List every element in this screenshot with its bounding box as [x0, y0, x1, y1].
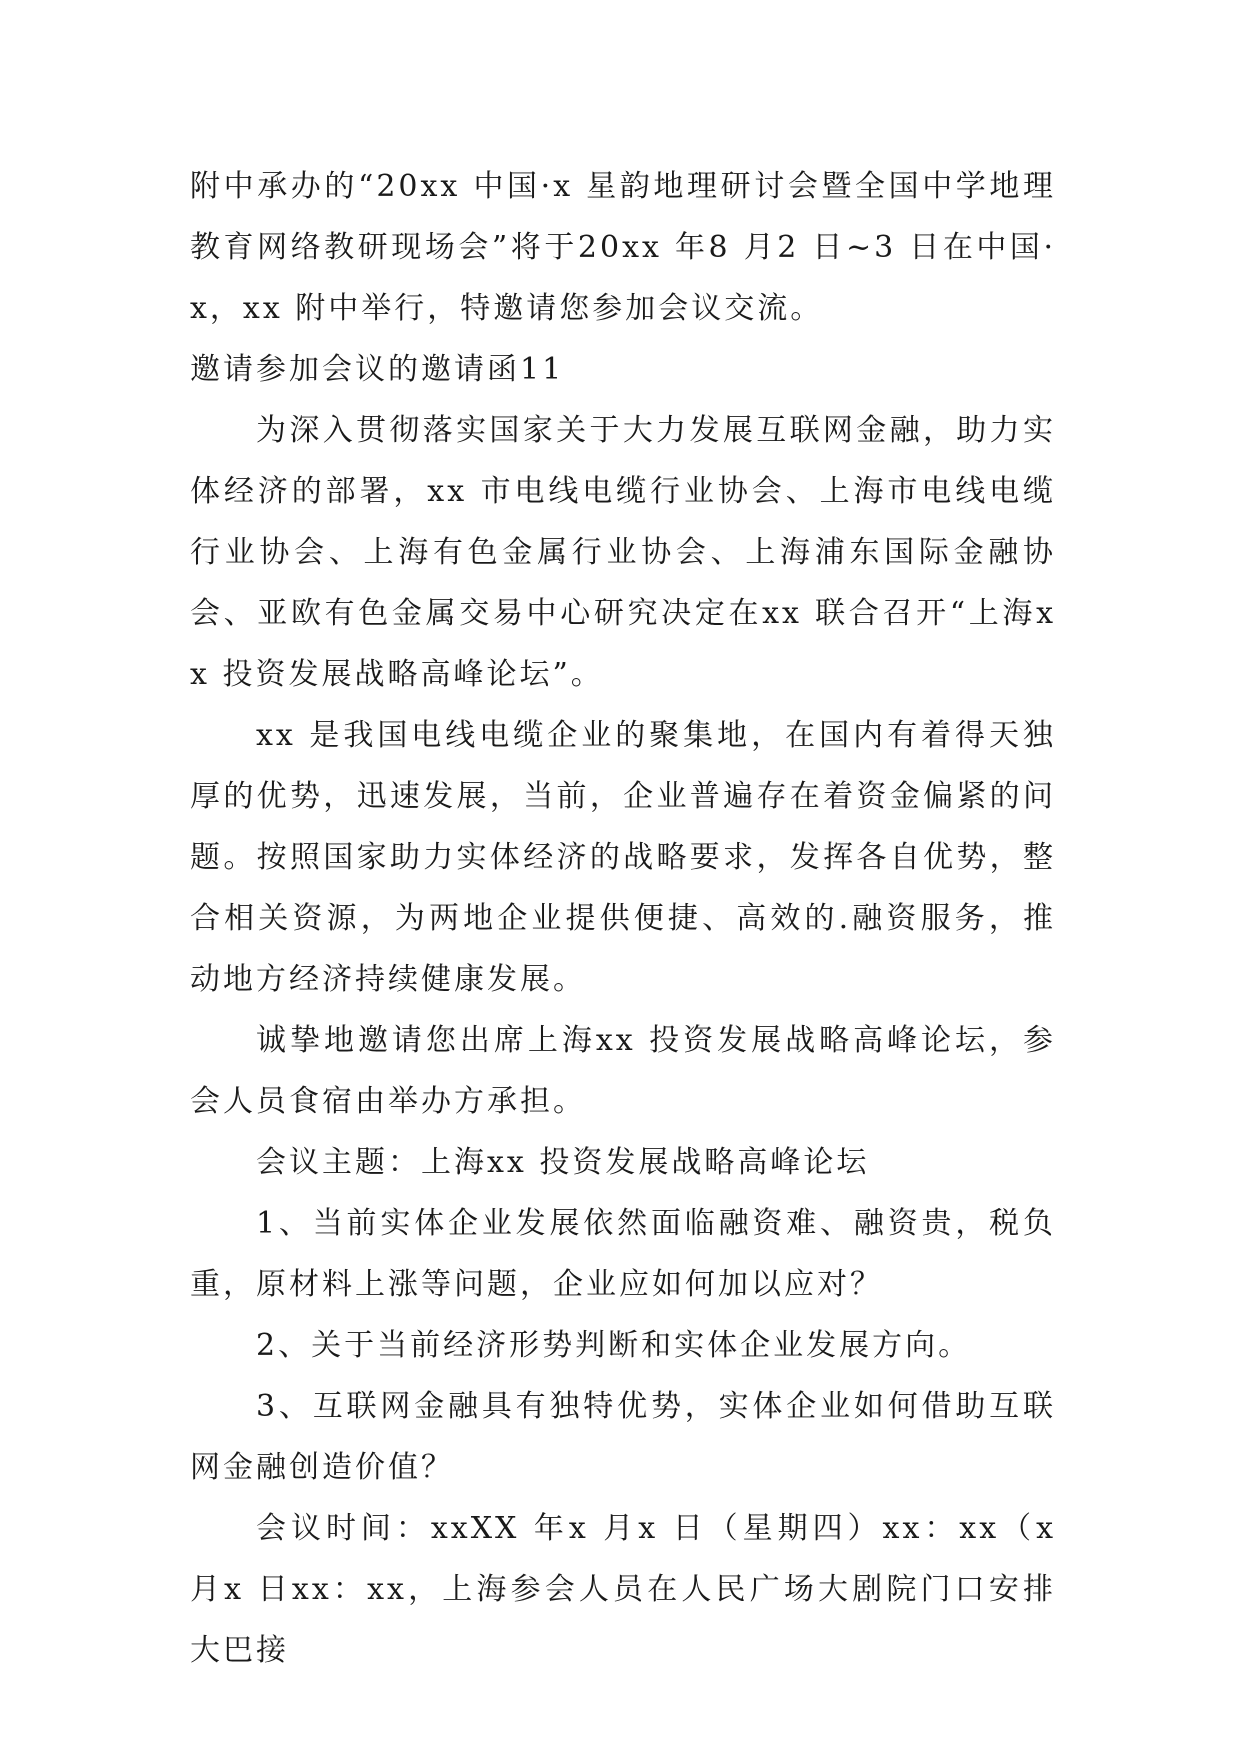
document-body [190, 156, 1056, 1681]
paragraph-invitation: 诚挚地邀请您出席上海xx 投资发展战略高峰论坛，参会人员食宿由举办方承担。 [190, 1023, 1056, 1119]
paragraph-background: xx 是我国电线电缆企业的聚集地，在国内有着得天独厚的优势，迅速发展，当前，企业普遍存在着资金偏紧的问题。按照国家助力实体经济的战略要求，发挥各自优势，整合相关资源，为两地企业提供便捷、高效的.融资服务，推动地方经济持续健康发展。 [190, 718, 1056, 997]
paragraph-theme: 会议主题：上海xx 投资发展战略高峰论坛 [256, 1145, 870, 1180]
topic-item-2: 2、关于当前经济形势判断和实体企业发展方向。 [256, 1328, 972, 1363]
topic-item-1: 1、当前实体企业发展依然面临融资难、融资贵，税负重，原材料上涨等问题，企业应如何加以应对？ [190, 1206, 1056, 1302]
letter-heading: 邀请参加会议的邀请函11 [190, 352, 565, 387]
paragraph-purpose: 为深入贯彻落实国家关于大力发展互联网金融，助力实体经济的部署，xx 市电线电缆行业协会、上海市电线电缆行业协会、上海有色金属行业协会、上海浦东国际金融协会、亚欧有色金属交易中心研究决定在xx 联合召开“上海xx 投资发展战略高峰论坛”。 [190, 413, 1056, 692]
paragraph-intro: 附中承办的“20xx 中国·x 星韵地理研讨会暨全国中学地理教育网络教研现场会”将于20xx 年8 月2 日~3 日在中国·x，xx 附中举行，特邀请您参加会议交流。 [190, 169, 1056, 326]
topic-item-3: 3、互联网金融具有独特优势，实体企业如何借助互联网金融创造价值？ [190, 1389, 1056, 1485]
paragraph-meeting-time: 会议时间：xxXX 年x 月x 日（星期四）xx：xx（x 月x 日xx：xx，上海参会人员在人民广场大剧院门口安排大巴接 [190, 1511, 1056, 1668]
